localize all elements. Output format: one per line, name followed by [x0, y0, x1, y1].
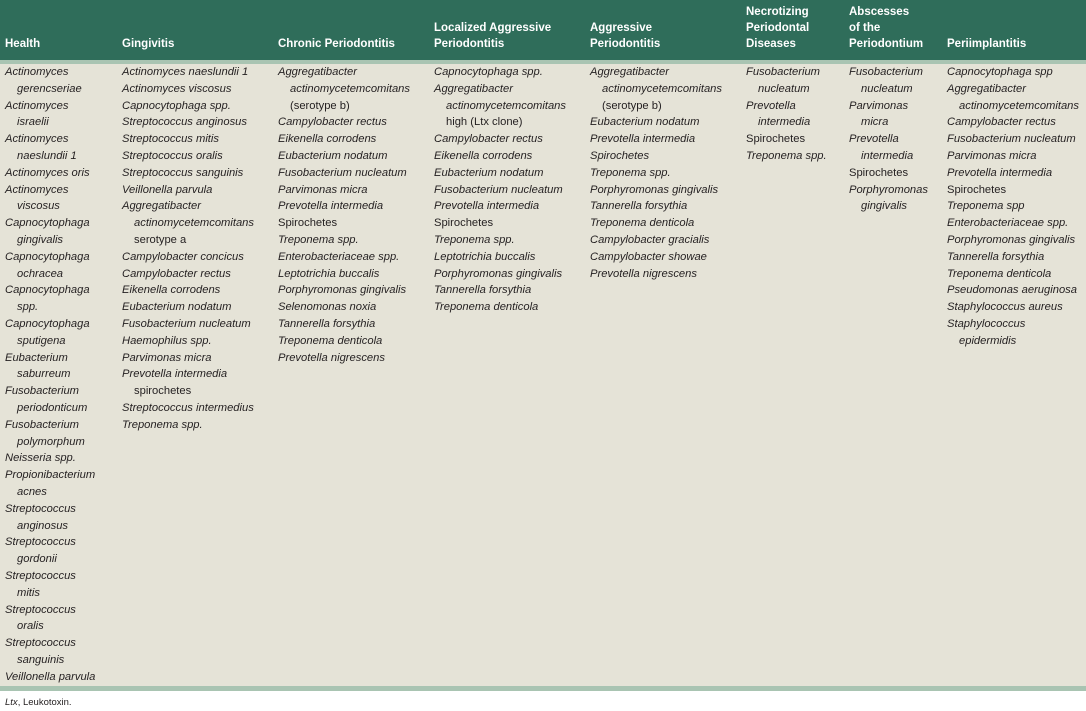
species-name-line: Eubacterium nodatum: [278, 149, 388, 162]
species-name-line: Actinomyces: [5, 66, 69, 78]
species-name-line: Leptotrichia buccalis: [278, 267, 380, 280]
header-gingivitis: Gingivitis: [122, 38, 175, 50]
species-entry: [278, 299, 410, 316]
species-name-line: Prevotella intermedia: [590, 133, 696, 146]
species-name-line: serotype a: [134, 233, 187, 246]
species-entry: [590, 249, 722, 266]
species-entry: [434, 81, 566, 115]
footnote-text: , Leukotoxin.: [17, 697, 72, 708]
species-entry: [5, 534, 95, 568]
species-name-line: high (Ltx clone): [446, 116, 523, 129]
species-entry: [849, 98, 928, 132]
species-entry: [434, 182, 566, 199]
header-chronic: Chronic Periodontitis: [278, 38, 395, 50]
species-entry: [947, 299, 1079, 316]
header-necrotizing: Necrotizing Periodontal Diseases: [746, 6, 810, 50]
species-entry: [278, 64, 410, 98]
species-name-line: Actinomyces naeslundii 1: [122, 66, 249, 78]
species-name-line: Tannerella forsythia: [590, 200, 688, 213]
species-name-continuation: israelii: [17, 116, 49, 129]
species-name-continuation: actinomycetemcomitans: [959, 99, 1079, 112]
species-name-line: Treponema spp.: [122, 418, 203, 431]
species-name-line: Campylobacter rectus: [434, 133, 543, 146]
species-name-line: Veillonella parvula: [5, 670, 96, 683]
species-name-continuation: nucleatum: [861, 82, 913, 95]
species-entry: [849, 64, 928, 98]
species-entry: [947, 232, 1079, 249]
species-name-line: Capnocytophaga spp: [947, 66, 1053, 78]
species-name-continuation: gingivalis: [17, 233, 64, 246]
species-name-line: Treponema denticola: [278, 334, 383, 347]
species-name-line: Prevotella intermedia: [434, 200, 540, 213]
species-name-line: Campylobacter rectus: [278, 116, 387, 129]
species-name-line: Eikenella corrodens: [434, 149, 533, 162]
species-name-line: Eubacterium nodatum: [122, 301, 232, 314]
species-name-line: Treponema spp.: [746, 149, 827, 162]
species-name-line: Eikenella corrodens: [122, 284, 221, 297]
species-entry: [122, 81, 254, 98]
species-entry: [278, 148, 410, 165]
species-entry: [590, 232, 722, 249]
species-entry: [434, 299, 566, 316]
species-entry: [434, 266, 566, 283]
species-name-line: Fusobacterium: [746, 66, 820, 78]
species-entry: [122, 417, 254, 434]
species-name-line: Spirochetes: [278, 217, 338, 230]
species-name-line: Prevotella: [746, 99, 796, 112]
species-name-continuation: spp.: [17, 301, 39, 314]
species-name-line: Campylobacter showae: [590, 250, 707, 263]
species-name-line: Fusobacterium: [849, 66, 923, 78]
species-name-continuation: sputigena: [17, 334, 66, 347]
species-entry: [122, 64, 254, 81]
species-name-line: Treponema spp.: [434, 233, 515, 246]
column-gingivitis: [122, 64, 254, 434]
species-entry: [947, 64, 1079, 81]
species-entry: [5, 350, 95, 384]
species-entry: [5, 215, 95, 249]
species-entry: [434, 215, 566, 232]
species-entry: [590, 64, 722, 98]
species-entry: [122, 249, 254, 266]
species-name-line: Eubacterium nodatum: [590, 116, 700, 129]
species-entry: [947, 215, 1079, 232]
species-name-line: Staphylococcus aureus: [947, 301, 1063, 314]
header-periimplantitis: Periimplantitis: [947, 38, 1027, 50]
species-entry: [947, 249, 1079, 266]
species-entry: [590, 215, 722, 232]
species-name-line: Porphyromonas gingivalis: [590, 183, 719, 196]
species-name-line: Enterobacteriaceae spp.: [278, 250, 400, 263]
species-name-line: Fusobacterium: [5, 385, 79, 398]
species-name-line: Tannerella forsythia: [278, 317, 376, 330]
species-entry: [122, 350, 254, 367]
species-entry: [590, 266, 722, 283]
species-entry: [746, 64, 827, 98]
species-entry: [122, 114, 254, 131]
species-name-line: (serotype b): [290, 99, 350, 112]
species-entry: [590, 131, 722, 148]
species-entry: [5, 249, 95, 283]
species-name-line: Spirochetes: [746, 133, 806, 146]
species-name-line: (serotype b): [602, 99, 662, 112]
species-name-line: Haemophilus spp.: [122, 334, 212, 347]
species-name-line: Prevotella nigrescens: [590, 267, 697, 280]
species-entry: [5, 165, 95, 182]
species-name-line: Streptococcus sanguinis: [122, 166, 244, 179]
species-name-line: Streptococcus: [5, 637, 76, 650]
species-name-line: Tannerella forsythia: [947, 250, 1045, 263]
species-entry: [122, 131, 254, 148]
species-name-line: Campylobacter rectus: [122, 267, 231, 280]
species-name-line: Eubacterium: [5, 351, 68, 364]
species-name-continuation: actinomycetemcomitans: [446, 99, 566, 112]
species-name-line: Aggregatibacter: [947, 82, 1026, 95]
species-name-line: Treponema spp.: [278, 233, 359, 246]
column-localized-aggressive: [434, 64, 566, 316]
species-name-line: Capnocytophaga: [5, 317, 90, 330]
species-name-continuation: ochracea: [17, 267, 64, 280]
species-entry: [947, 165, 1079, 182]
species-entry: [947, 182, 1079, 199]
species-entry: [590, 98, 722, 115]
species-name-continuation: micra: [861, 116, 889, 129]
species-entry: [590, 182, 722, 199]
species-name-line: Tannerella forsythia: [434, 284, 532, 297]
species-entry: [122, 232, 254, 249]
species-name-line: Campylobacter gracialis: [590, 233, 710, 246]
species-name-line: Treponema denticola: [947, 267, 1052, 280]
species-name-line: Actinomyces: [5, 133, 69, 146]
species-entry: [746, 131, 827, 148]
species-entry: [278, 266, 410, 283]
species-entry: [590, 114, 722, 131]
species-name-line: Campylobacter rectus: [947, 116, 1056, 129]
bottom-divider: [0, 686, 1086, 691]
species-name-continuation: anginosus: [17, 519, 69, 532]
species-entry: [5, 501, 95, 535]
species-name-line: Treponema denticola: [434, 301, 539, 314]
species-name-line: Streptococcus intermedius: [122, 401, 254, 414]
species-name-line: Staphylococcus: [947, 317, 1026, 330]
species-name-line: Aggregatibacter: [434, 82, 513, 95]
species-name-continuation: mitis: [17, 586, 40, 599]
species-name-continuation: intermedia: [758, 116, 811, 129]
species-entry: [278, 98, 410, 115]
species-name-continuation: acnes: [17, 485, 47, 498]
species-name-line: Campylobacter concicus: [122, 250, 244, 263]
species-entry: [5, 98, 95, 132]
species-name-line: Fusobacterium nucleatum: [947, 133, 1076, 146]
species-entry: [590, 198, 722, 215]
column-health: [5, 64, 95, 685]
species-name-line: Actinomyces oris: [5, 166, 90, 179]
species-name-continuation: actinomycetemcomitans: [134, 217, 254, 230]
footnote: [5, 697, 72, 709]
species-entry: [434, 64, 566, 81]
species-entry: [5, 131, 95, 165]
species-name-line: Capnocytophaga spp.: [122, 99, 231, 112]
species-entry: [434, 131, 566, 148]
species-entry: [278, 249, 410, 266]
species-name-continuation: sanguinis: [17, 653, 65, 666]
species-entry: [947, 198, 1079, 215]
species-entry: [122, 366, 254, 383]
species-name-line: Streptococcus: [5, 536, 76, 549]
column-chronic: [278, 64, 410, 366]
column-periimplantitis: [947, 64, 1079, 350]
species-name-continuation: naeslundii 1: [17, 149, 77, 162]
species-entry: [5, 602, 95, 636]
species-entry: [5, 316, 95, 350]
species-entry: [5, 467, 95, 501]
species-name-line: Fusobacterium nucleatum: [434, 183, 563, 196]
species-name-line: Aggregatibacter: [590, 66, 669, 78]
table-header-row: [0, 0, 1086, 60]
species-name-line: Treponema spp.: [590, 166, 671, 179]
species-entry: [122, 98, 254, 115]
species-entry: [947, 316, 1079, 350]
species-name-continuation: gordonii: [17, 553, 57, 566]
species-entry: [5, 669, 95, 686]
species-name-line: Fusobacterium nucleatum: [122, 317, 251, 330]
species-entry: [278, 114, 410, 131]
species-entry: [122, 198, 254, 232]
column-necrotizing: [746, 64, 827, 165]
species-name-continuation: actinomycetemcomitans: [602, 82, 722, 95]
species-entry: [122, 266, 254, 283]
species-name-line: Enterobacteriaceae spp.: [947, 217, 1069, 230]
species-name-line: Streptococcus anginosus: [122, 116, 248, 129]
species-entry: [434, 282, 566, 299]
species-entry: [122, 299, 254, 316]
species-name-line: Parvimonas micra: [947, 149, 1037, 162]
species-name-line: Spirochetes: [849, 166, 909, 179]
species-entry: [122, 165, 254, 182]
species-entry: [122, 182, 254, 199]
species-entry: [947, 81, 1079, 115]
species-entry: [947, 282, 1079, 299]
species-entry: [849, 131, 928, 165]
species-name-continuation: intermedia: [861, 149, 914, 162]
species-name-line: Neisseria spp.: [5, 452, 76, 465]
species-name-line: Aggregatibacter: [278, 66, 357, 78]
species-name-line: Streptococcus oralis: [122, 149, 223, 162]
species-name-line: Parvimonas micra: [278, 183, 368, 196]
species-name-line: Aggregatibacter: [122, 200, 201, 213]
species-name-line: Streptococcus: [5, 569, 76, 582]
species-name-line: Capnocytophaga spp.: [434, 66, 543, 78]
column-aggressive: [590, 64, 722, 282]
species-name-line: Spirochetes: [947, 183, 1007, 196]
species-name-line: spirochetes: [134, 385, 192, 398]
species-name-line: Parvimonas micra: [122, 351, 212, 364]
species-name-line: Streptococcus mitis: [122, 133, 219, 146]
species-entry: [5, 64, 95, 98]
species-entry: [122, 333, 254, 350]
species-entry: [122, 148, 254, 165]
species-name-continuation: periodonticum: [17, 401, 88, 414]
species-name-line: Prevotella intermedia: [278, 200, 384, 213]
species-entry: [434, 232, 566, 249]
species-entry: [849, 182, 928, 216]
species-name-line: Actinomyces: [5, 99, 69, 112]
species-name-line: Eubacterium nodatum: [434, 166, 544, 179]
species-entry: [278, 232, 410, 249]
species-name-line: Porphyromonas gingivalis: [434, 267, 563, 280]
species-entry: [122, 400, 254, 417]
species-name-line: Prevotella: [849, 133, 899, 146]
species-entry: [278, 198, 410, 215]
species-name-line: Prevotella intermedia: [122, 368, 228, 381]
species-entry: [278, 182, 410, 199]
species-entry: [947, 131, 1079, 148]
species-name-continuation: oralis: [17, 620, 44, 633]
species-name-line: Fusobacterium nucleatum: [278, 166, 407, 179]
species-entry: [122, 383, 254, 400]
species-entry: [278, 282, 410, 299]
species-entry: [5, 383, 95, 417]
species-entry: [122, 316, 254, 333]
species-entry: [434, 249, 566, 266]
species-entry: [278, 131, 410, 148]
species-name-line: Pseudomonas aeruginosa: [947, 284, 1077, 297]
species-name-line: Leptotrichia buccalis: [434, 250, 536, 263]
species-entry: [434, 114, 566, 131]
species-entry: [5, 450, 95, 467]
species-name-line: Capnocytophaga: [5, 217, 90, 230]
species-entry: [5, 282, 95, 316]
species-entry: [278, 215, 410, 232]
header-aggressive: Aggressive Periodontitis: [590, 22, 661, 50]
species-name-line: Treponema spp: [947, 200, 1025, 213]
species-entry: [278, 350, 410, 367]
header-localized-aggressive: Localized Aggressive Periodontitis: [434, 22, 552, 50]
header-abscesses: Abscesses of the Periodontium: [849, 6, 924, 50]
species-name-line: Treponema denticola: [590, 217, 695, 230]
species-name-line: Selenomonas noxia: [278, 301, 377, 314]
species-entry: [746, 148, 827, 165]
species-name-line: Capnocytophaga: [5, 250, 90, 263]
species-entry: [122, 282, 254, 299]
species-name-line: Spirochetes: [434, 217, 494, 230]
species-name-line: Prevotella intermedia: [947, 166, 1053, 179]
species-name-continuation: viscosus: [17, 200, 60, 213]
species-entry: [278, 316, 410, 333]
species-name-continuation: actinomycetemcomitans: [290, 82, 410, 95]
species-name-line: Streptococcus: [5, 603, 76, 616]
species-name-line: Parvimonas: [849, 99, 909, 112]
species-entry: [5, 182, 95, 216]
species-entry: [590, 148, 722, 165]
species-name-line: Veillonella parvula: [122, 183, 213, 196]
species-entry: [278, 333, 410, 350]
species-entry: [5, 635, 95, 669]
species-name-line: Streptococcus: [5, 502, 76, 515]
species-entry: [434, 148, 566, 165]
species-name-continuation: polymorphum: [17, 435, 85, 448]
species-name-continuation: nucleatum: [758, 82, 810, 95]
species-name-line: Spirochetes: [590, 149, 650, 162]
species-name-line: Fusobacterium: [5, 418, 79, 431]
species-name-line: Capnocytophaga: [5, 284, 90, 297]
species-name-line: Eikenella corrodens: [278, 133, 377, 146]
species-entry: [434, 165, 566, 182]
species-entry: [5, 568, 95, 602]
species-entry: [278, 165, 410, 182]
species-entry: [947, 148, 1079, 165]
species-name-line: Porphyromonas: [849, 183, 928, 196]
species-entry: [849, 165, 928, 182]
species-entry: [590, 165, 722, 182]
species-name-continuation: gerencseriae: [17, 82, 82, 95]
species-name-line: Porphyromonas gingivalis: [278, 284, 407, 297]
species-name-line: Actinomyces: [5, 183, 69, 196]
header-health: Health: [5, 38, 41, 50]
species-name-continuation: gingivalis: [861, 200, 908, 213]
species-entry: [947, 266, 1079, 283]
species-entry: [434, 198, 566, 215]
column-abscesses: [849, 64, 928, 215]
species-entry: [746, 98, 827, 132]
species-entry: [5, 417, 95, 451]
species-name-line: Propionibacterium: [5, 469, 96, 482]
species-name-continuation: epidermidis: [959, 334, 1017, 347]
species-name-line: Actinomyces viscosus: [122, 82, 232, 95]
footnote-abbr: Ltx: [5, 697, 18, 708]
species-entry: [947, 114, 1079, 131]
species-name-line: Porphyromonas gingivalis: [947, 233, 1076, 246]
species-name-continuation: saburreum: [17, 368, 71, 381]
species-name-line: Prevotella nigrescens: [278, 351, 385, 364]
